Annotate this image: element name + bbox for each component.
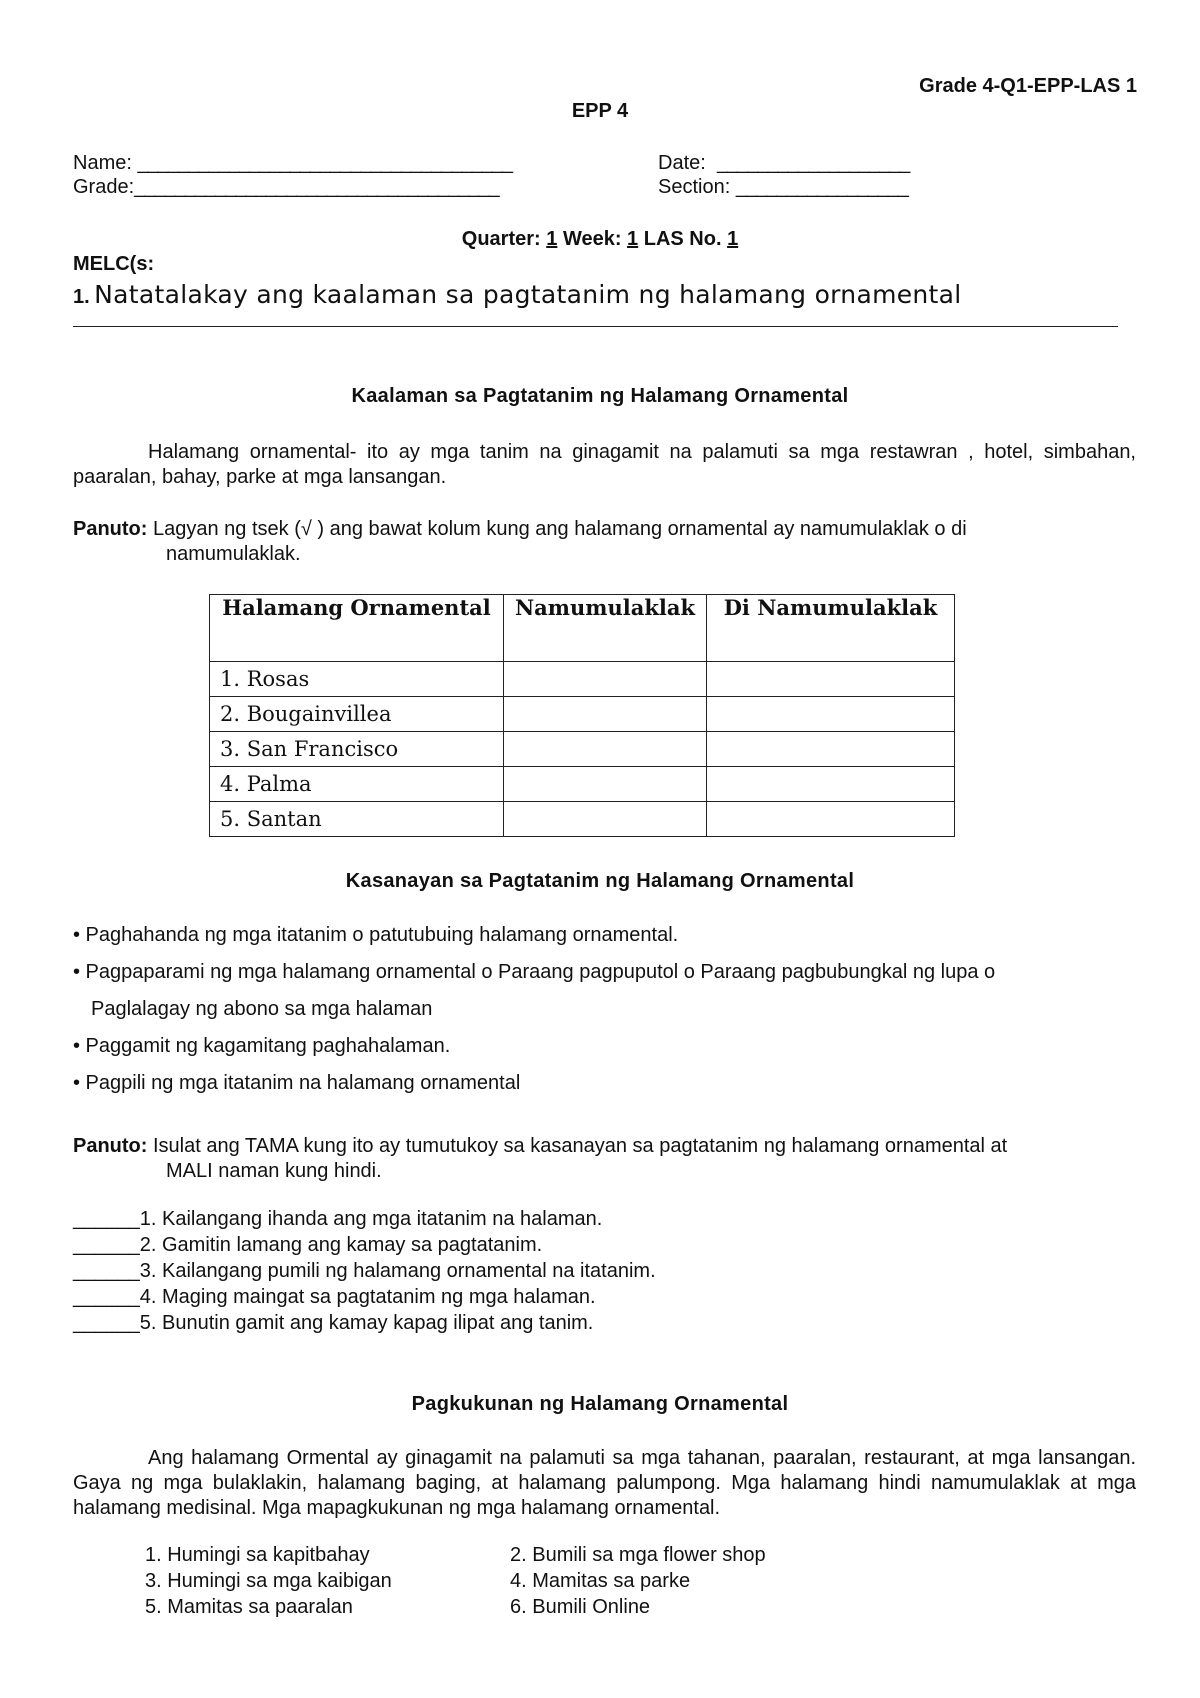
table-row [210, 662, 955, 697]
list-item: • Paghahanda ng mga itatanim o patutubuing halamang ornamental. [73, 924, 679, 946]
week-label: Week: [562, 228, 622, 250]
section-line: _________________ [735, 176, 908, 198]
source-item: 5. Mamitas sa paaralan [145, 1596, 353, 1618]
source-item: 6. Bumili Online [510, 1596, 651, 1618]
section1-paragraph-text: Halamang ornamental- ito ay mga tanim na ginagamit na palamuti sa mga restawran , hotel, simbahan, paaralan, bahay, parke at mga lansangan. [73, 441, 1136, 488]
namumulaklak-cell[interactable] [504, 732, 707, 767]
source-item: 3. Humingi sa mga kaibigan [145, 1570, 392, 1592]
section1-paragraph [73, 440, 1136, 490]
plant-name: 5. Santan [210, 802, 504, 837]
grade-code: Grade 4-Q1-EPP-LAS 1 [919, 75, 1137, 97]
quarter-label: Quarter: [461, 228, 541, 250]
name-line: _____________________________________ [137, 152, 513, 174]
namumulaklak-cell[interactable] [504, 662, 707, 697]
section1-title: Kaalaman sa Pagtatanim ng Halamang Ornamental [351, 385, 849, 407]
quiz-item [73, 1286, 596, 1309]
las-label: LAS No. [643, 228, 722, 250]
answer-blank[interactable]: ______ [73, 1312, 140, 1334]
table-row [210, 767, 955, 802]
di-namumulaklak-cell[interactable] [707, 767, 955, 802]
grade-label: Grade: [73, 176, 135, 198]
melc-objective-line [73, 280, 962, 309]
week-value: 1 [627, 228, 639, 250]
list-item: • Paggamit ng kagamitang paghahalaman. [73, 1035, 451, 1057]
header-halamang-ornamental: Halamang Ornamental [210, 595, 504, 662]
source-item: 4. Mamitas sa parke [510, 1570, 691, 1592]
table-header-row [210, 595, 955, 662]
section2-panuto-cont: MALI naman kung hindi. [166, 1160, 382, 1182]
quiz-item [73, 1208, 602, 1231]
plants-table [209, 594, 955, 837]
quiz-item-text: 5. Bunutin gamit ang kamay kapag ilipat ang tanim. [139, 1312, 594, 1334]
section1-panuto-cont: namumulaklak. [166, 543, 301, 565]
subject-title: EPP 4 [571, 100, 629, 122]
di-namumulaklak-cell[interactable] [707, 802, 955, 837]
grade-field [73, 176, 499, 199]
quiz-item-text: 1. Kailangang ihanda ang mga itatanim na halaman. [139, 1208, 603, 1230]
grade-line: ____________________________________ [134, 176, 499, 198]
section3-paragraph-text: Ang halamang Ormental ay ginagamit na palamuti sa mga tahanan, paaralan, restaurant, at mga lansangan. Gaya ng mga bulaklakin, halamang baging, at halamang palumpong. Mga halamang hindi namumulaklak at mga halamang medisinal. Mga mapagkukunan ng mga halamang ornamental. [73, 1447, 1136, 1519]
table-row [210, 732, 955, 767]
answer-blank[interactable]: ______ [73, 1286, 140, 1308]
namumulaklak-cell[interactable] [504, 767, 707, 802]
section-field [658, 176, 908, 199]
list-item: • Pagpili ng mga itatanim na halamang ornamental [73, 1072, 521, 1094]
melc-label: MELC(s: [73, 253, 155, 275]
quiz-item [73, 1260, 656, 1283]
header-namumulaklak: Namumulaklak [504, 595, 707, 662]
name-field [73, 152, 512, 175]
answer-blank[interactable]: ______ [73, 1234, 140, 1256]
las-value: 1 [727, 228, 739, 250]
quarter-line [0, 228, 1200, 251]
section3-paragraph [73, 1446, 1136, 1521]
plant-name: 1. Rosas [210, 662, 504, 697]
section2-panuto [73, 1135, 1007, 1158]
panuto-label: Panuto: [73, 518, 148, 540]
list-item-continuation: Paglalagay ng abono sa mga halaman [91, 998, 433, 1020]
quiz-item [73, 1312, 593, 1335]
melc-objective: Natatalakay ang kaalaman sa pagtatanim ng halamang ornamental [94, 280, 962, 309]
table-row [210, 802, 955, 837]
melc-number: 1. [73, 286, 90, 308]
answer-blank[interactable]: ______ [73, 1208, 140, 1230]
source-item: 2. Bumili sa mga flower shop [510, 1544, 766, 1566]
namumulaklak-cell[interactable] [504, 802, 707, 837]
date-label: Date: [658, 152, 706, 174]
quiz-item [73, 1234, 542, 1257]
header-di-namumulaklak: Di Namumulaklak [707, 595, 955, 662]
list-item: • Pagpaparami ng mga halamang ornamental o Paraang pagpuputol o Paraang pagbubungkal ng lupa o [73, 961, 996, 983]
plant-name: 3. San Francisco [210, 732, 504, 767]
date-field [658, 152, 909, 175]
date-line: ___________________ [716, 152, 910, 174]
quiz-item-text: 3. Kailangang pumili ng halamang ornamental na itatanim. [139, 1260, 656, 1282]
di-namumulaklak-cell[interactable] [707, 697, 955, 732]
name-label: Name: [73, 152, 132, 174]
quiz-item-text: 2. Gamitin lamang ang kamay sa pagtatanim. [139, 1234, 543, 1256]
di-namumulaklak-cell[interactable] [707, 662, 955, 697]
plant-name: 2. Bougainvillea [210, 697, 504, 732]
di-namumulaklak-cell[interactable] [707, 732, 955, 767]
source-item: 1. Humingi sa kapitbahay [145, 1544, 370, 1566]
section-label: Section: [658, 176, 731, 198]
section2-title: Kasanayan sa Pagtatanim ng Halamang Ornamental [345, 870, 855, 892]
panuto-text: Isulat ang TAMA kung ito ay tumutukoy sa kasanayan sa pagtatanim ng halamang ornamental at [153, 1135, 1008, 1157]
quiz-item-text: 4. Maging maingat sa pagtatanim ng mga halaman. [139, 1286, 596, 1308]
section3-title: Pagkukunan ng Halamang Ornamental [411, 1393, 789, 1415]
panuto-text: Lagyan ng tsek (√ ) ang bawat kolum kung ang halamang ornamental ay namumulaklak o di [153, 518, 967, 540]
panuto-label: Panuto: [73, 1135, 148, 1157]
answer-blank[interactable]: ______ [73, 1260, 140, 1282]
plant-name: 4. Palma [210, 767, 504, 802]
quarter-value: 1 [546, 228, 558, 250]
table-row [210, 697, 955, 732]
namumulaklak-cell[interactable] [504, 697, 707, 732]
divider [73, 326, 1118, 327]
section1-panuto [73, 518, 967, 541]
